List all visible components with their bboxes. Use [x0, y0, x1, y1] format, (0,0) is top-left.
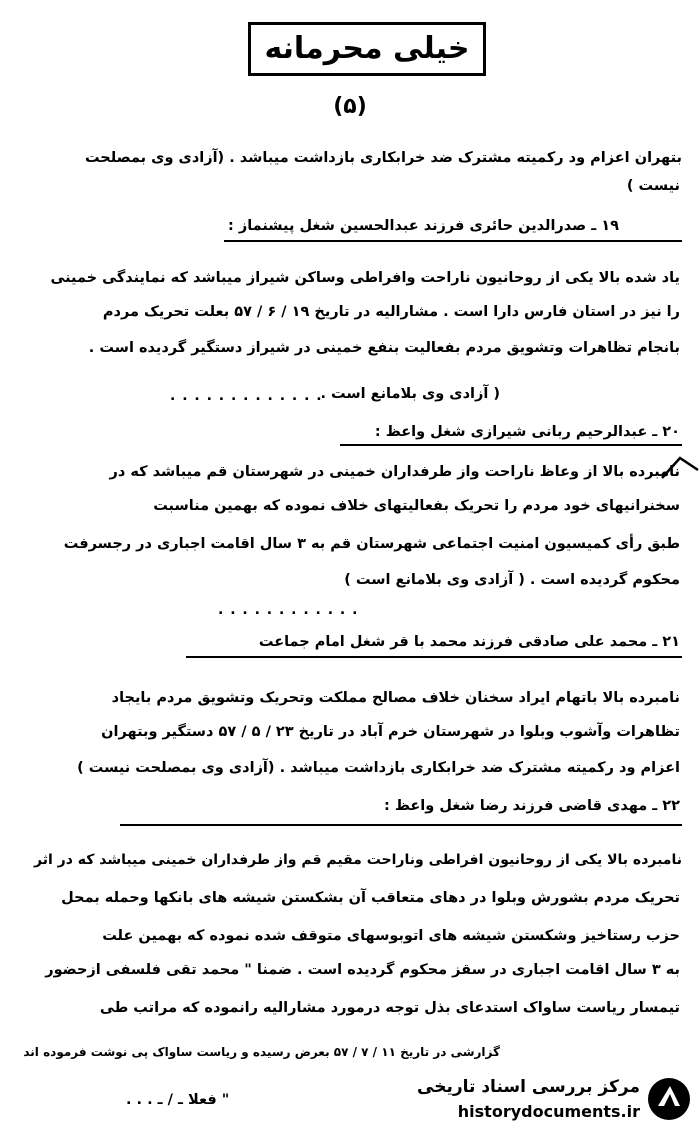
- text-line: محکوم گردیده است . ( آزادی وی بلامانع است ): [344, 572, 680, 588]
- heading-underline: [186, 656, 682, 658]
- section-heading-20: ۲۰ ـ عبدالرحیم ربانی شیرازی شغل واعظ :: [374, 424, 680, 440]
- text-line: تحریک مردم بشورش وبلوا در دهای متعاقب آن بشکستن شیشه های بانکها وحمله بمحل: [61, 890, 680, 906]
- watermark-title: مرکز بررسی اسناد تاریخی: [417, 1077, 640, 1097]
- text-line: به ۳ سال اقامت اجباری در سقز محکوم گردیده است . ضمنا " محمد تقی فلسفی ازحضور: [45, 962, 680, 978]
- classification-stamp: [248, 22, 486, 76]
- text-line: سخنرانیهای خود مردم را تحریک بفعالیتهای خلاف نموده که بهمین مناسبت: [153, 498, 680, 514]
- text-line: را نیز در استان فارس دارا است . مشارالیه در تاریخ ۱۹ / ۶ / ۵۷ بعلت تحریک مردم: [102, 304, 680, 320]
- margin-bracket-mark: [660, 448, 700, 488]
- text-line: نامبرده بالا از وعاظ ناراحت واز طرفداران خمینی در شهرستان قم میباشد که در: [109, 464, 680, 480]
- heading-underline: [340, 444, 682, 446]
- watermark-logo: [398, 1068, 698, 1130]
- archive-logo-icon: [646, 1076, 692, 1122]
- text-line: تیمسار ریاست ساواک استدعای بذل توجه درمورد مشارالیه رانموده که مراتب طی: [99, 1000, 680, 1016]
- redacted-dots: . . . . . . . . . . . .: [218, 602, 359, 618]
- text-line: نامبرده بالا یکی از روحانیون افراطی وناراحت مقیم قم واز طرفداران خمینی میباشد که در اثر: [34, 852, 682, 868]
- heading-underline: [120, 824, 682, 826]
- watermark-url: historydocuments.ir: [457, 1102, 640, 1121]
- text-line: نیست ): [626, 178, 680, 194]
- section-heading-19: ۱۹ ـ صدرالدین حائری فرزند عبدالحسین شغل پیشنماز :: [228, 218, 619, 234]
- redacted-dots: . . . . . . . . . . . . .: [170, 388, 323, 404]
- section-heading-21: ۲۱ ـ محمد علی صادقی فرزند محمد با قر شغل امام جماعت: [258, 634, 680, 650]
- text-line: حزب رستاخیز وشکستن شیشه های اتوبوسهای متوقف شده نموده که بهمین علت: [102, 928, 680, 944]
- page-number: (۵): [333, 94, 367, 119]
- text-line: گزارشی در تاریخ ۱۱ / ۷ / ۵۷ بعرض رسیده و ریاست ساواک پی نوشت فرموده اند: [23, 1045, 500, 1059]
- section-heading-22: ۲۲ ـ مهدی قاضی فرزند رضا شغل واعظ :: [384, 798, 680, 814]
- classification-label: خیلی محرمانه: [264, 31, 470, 66]
- text-line: بتهران اعزام ود رکمیته مشترک ضد خرابکاری بازداشت میباشد . (آزادی وی بمصلحت: [84, 150, 682, 166]
- text-line: اعزام ود رکمیته مشترک ضد خرابکاری بازداشت میباشد . (آزادی وی بمصلحت نیست ): [77, 760, 680, 776]
- text-line: تظاهرات وآشوب وبلوا در شهرستان خرم آباد در تاریخ ۲۳ / ۵ / ۵۷ دستگیر وبتهران: [101, 724, 680, 740]
- text-line: بانجام تظاهرات وتشویق مردم بفعالیت بنفع خمینی در شیراز دستگیر گردیده است .: [88, 340, 680, 356]
- text-line: " فعلا ـ / ـ . . .: [126, 1092, 230, 1108]
- text-line: ( آزادی وی بلامانع است .: [320, 386, 500, 402]
- text-line: طبق رأی کمیسیون امنیت اجتماعی شهرستان قم به ۳ سال اقامت اجباری در رجسرفت: [63, 536, 680, 552]
- text-line: نامبرده بالا باتهام ایراد سخنان خلاف مصالح مملکت وتحریک وتشویق مردم بایجاد: [111, 690, 680, 706]
- text-line: یاد شده بالا یکی از روحانیون ناراحت وافراطی وساکن شیراز میباشد که نمایندگی خمینی: [50, 270, 680, 286]
- heading-underline: [224, 240, 682, 242]
